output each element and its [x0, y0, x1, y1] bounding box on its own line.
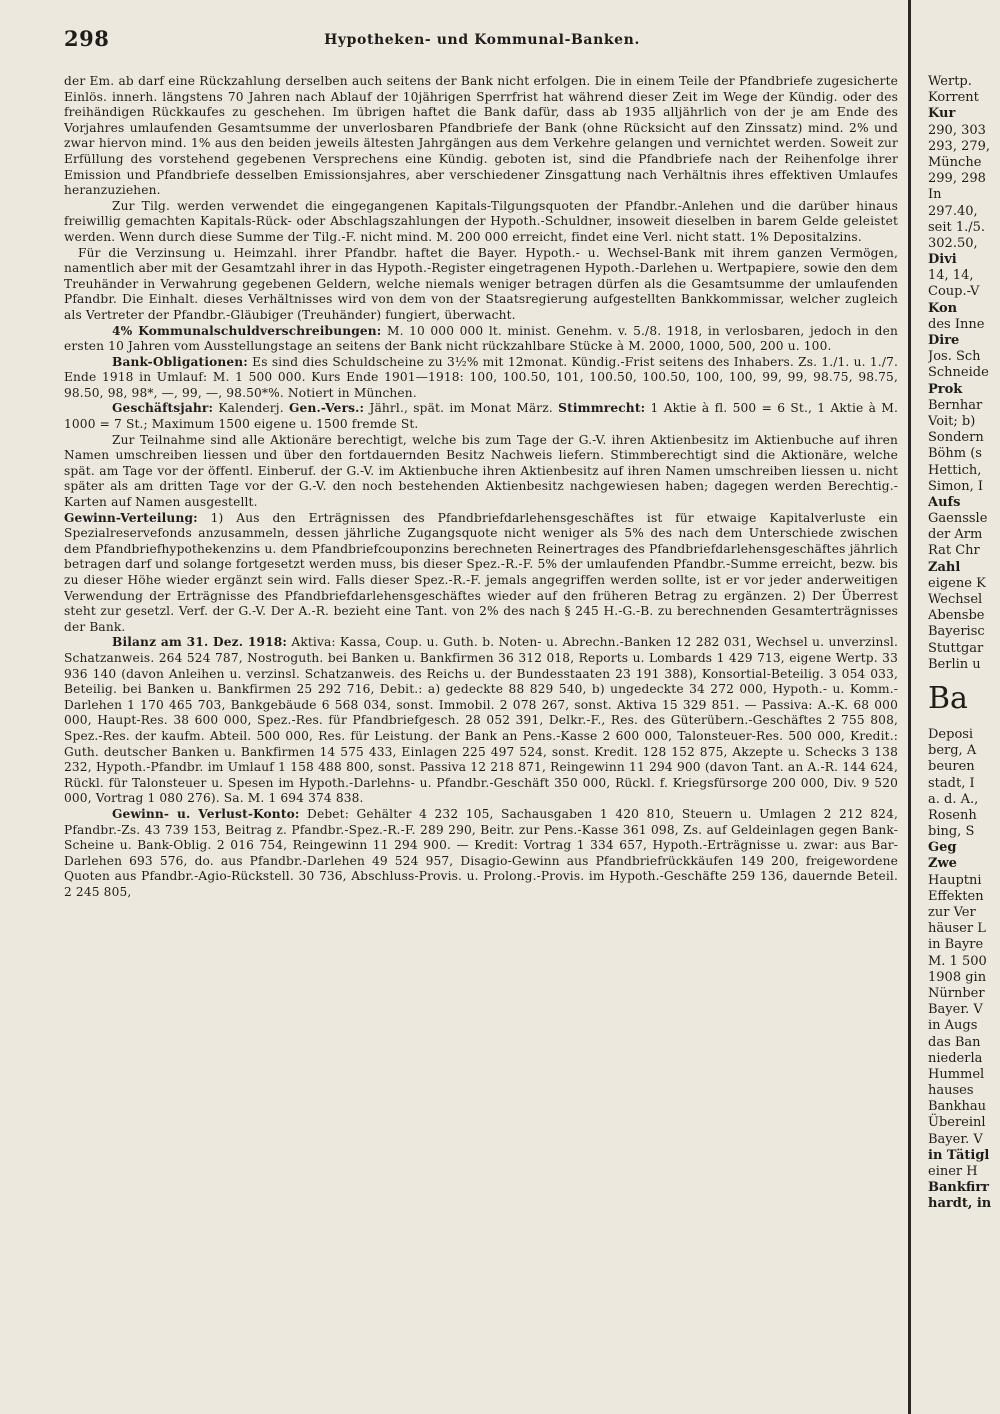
side-line: In: [928, 187, 942, 203]
side-line: Rat Chr: [928, 543, 980, 559]
side-line: seit 1./5.: [928, 219, 986, 235]
side-line: Korrent: [928, 90, 979, 106]
side-line: Bernhar: [928, 397, 983, 413]
side-line: 290, 303: [928, 122, 986, 138]
balance-sheet-text: Aktiva: Kassa, Coup. u. Guth. b. Noten- u. Abrechn.-Banken 12 282 031, Wechsel u. unverzinsl. Schatzanweis. 264 524 787, Nostroguth. bei Banken u. Bankfirmen 36 312 018, Reports u. Lombards 1 429 713, eigene Wertp. 33 936 140 (davon Anleihen u. verzinsl. Schatzanweis. des Reichs u. der Bundesstaaten 23 191 388), Konsortial-Beteilig. 3 054 033, Beteilig. bei Banken u. Bankfirmen 25 292 716, Debit.: a) gedeckte 88 829 540, b) ungedeckte 34 272 000, Hypoth.- u. Komm.-Darlehen 1 170 465 703, Bankgebäude 6 568 034, sonst. Immobil. 2 078 267, sonst. Aktiva 15 329 851. — Passiva: A.-K. 68 000 000, Haupt-Res. 38 600 000, Spez.-Res. für Pfandbriefgesch. 28 052 391, Delkr.-F., Res. des Güterübern.-Geschäftes 2 755 808, Spez.-Res. der kaufm. Abteil. 500 000, Res. für Leistung. der Bank an Pens.-Kasse 2 600 000, Talonsteuer-Res. 500 000, Kredit.: Guth. deutscher Banken u. Bankfirmen 14 575 433, Einlagen 225 497 524, sonst. Kredit. 128 152 875, Akzepte u. Schecks 3 138 232, Hypoth.-Pfandbr. im Umlauf 1 158 488 800, sonst. Passiva 12 218 871, Reingewinn 11 294 900 (davon Tant. an A.-R. 144 624, Rückl. für Talonsteuer u. Spesen im Hypoth.-Darlehns- u. Pfandbr.-Geschäft 350 000, Rückl. f. Kriegsfürsorge 200 000, Div. 9 520 000, Vortrag 1 080 276). Sa. M. 1 694 374 838.: [64, 635, 898, 806]
side-line: Zahl: [928, 559, 961, 575]
side-line: zur Ver: [928, 905, 976, 920]
side-line: des Inne: [928, 316, 985, 332]
paragraph-bank-obligations: [64, 355, 898, 402]
side-line: Wertp.: [928, 74, 972, 89]
page-header: [64, 26, 900, 62]
side-line: bing, S: [928, 824, 975, 840]
side-line: Stuttgar: [928, 640, 984, 656]
paragraph-redemption: der Em. ab darf eine Rückzahlung derselben auch seitens der Bank nicht erfolgen. Die in einem Teile der Pfandbriefe zugesicherte Einlös. innerh. längstens 70 Jahren nach Ablauf der 10jährigen Sperrfrist hat während dieser Zeit im Wege der Kündig. oder des freihändigen Rückkaufes zu geschehen. Im übrigen haftet die Bank dafür, dass ab 1935 alljährlich von der je am Ende des Vorjahres umlaufenden Gesamtsumme der unverlosbaren Pfandbriefe der Bank (ohne Rücksicht auf den Zinssatz) mind. 2% und zwar hiervon mind. 1% aus den beiden jeweils ältesten Jahrgängen aus dem Verkehre gelangen und vernichtet werden. Soweit zur Erfüllung des vorstehend gegebenen Versprechens eine Kündig. geboten ist, sind die Pfandbriefe nach der Reihenfolge ihrer Emission und Pfandbriefe desselben Emissionsjahres, aber verschiedener Zinsgattung nach Verhältnis ihres effektiven Umlaufes heranzuziehen.: [64, 74, 898, 198]
side-line: berg, A: [928, 743, 977, 759]
paragraph-participation: Zur Teilnahme sind alle Aktionäre berechtigt, welche bis zum Tage der G.-V. ihren Aktienbesitz im Aktienbuche auf ihren Namen umschreiben liessen und über den fortdauernden Besitz Nachweis liefern. Stimmberechtigt sind die Aktionäre, welche spät. am Tage vor der öffentl. Einberuf. der G.-V. im Aktienbuche ihren Aktienbesitz auf ihren Namen umschreiben liessen u. nicht später als am dritten Tage vor der G.-V. den noch bestehenden Aktienbesitz nachgewiesen haben; dagegen werden Berechtig.-Karten auf Namen ausgestellt.: [64, 432, 898, 510]
paragraph-profit-loss: [64, 807, 898, 901]
side-line: hauses: [928, 1083, 974, 1099]
side-line: in Augs: [928, 1018, 978, 1034]
side-line: das Ban: [928, 1034, 981, 1050]
voting-right-heading: Stimmrecht:: [558, 401, 646, 416]
voting-right-text: 1 Aktie à fl. 500 = 6 St., 1 Aktie à M. 1000 = 7 St.; Maximum 1500 eigene u. 1500 fremde St.: [64, 401, 898, 432]
profit-loss-text: Debet: Gehälter 4 232 105, Sachausgaben 1 420 810, Steuern u. Umlagen 2 212 824, Pfandbr.-Zs. 43 739 153, Beitrag z. Pfandbr.-Spez.-R.-F. 289 290, Beitr. zur Pens.-Kasse 361 098, Zs. auf Geldeinlagen gegen Bank-Scheine u. Bank-Oblig. 2 016 754, Reingewinn 11 294 900. — Kredit: Vortrag 1 334 657, Hypoth.-Erträgnisse u. zwar: aus Bar-Darlehen 693 576, do. aus Pfandbr.-Darlehen 49 524 957, Disagio-Gewinn aus Pfandbriefrückkäufen 149 200, freigewordene Quoten aus Pfandbr.-Agio-Rückstell. 30 736, Abschluss-Provis. u. Prolong.-Provis. im Hypoth.-Geschäfte 259 136, dauernde Beteil. 2 245 805,: [64, 806, 898, 899]
side-line: 14, 14,: [928, 268, 974, 284]
side-line: hardt, in: [928, 1196, 992, 1212]
side-line: Bankhau: [928, 1099, 987, 1115]
communal-bonds-heading: 4% Kommunalschuldverschreibungen:: [112, 323, 382, 338]
side-line: Übereinl: [928, 1115, 986, 1131]
side-line: in Tätigl: [928, 1147, 990, 1163]
communal-bonds-text: M. 10 000 000 lt. minist. Genehm. v. 5./8. 1918, in verlosbaren, jedoch in den ersten 10 Jahren vom Ausstellungstage an seitens der Bank nicht rückzahlbare Stücke à M. 2000, 1000, 500, 200 u. 100.: [64, 323, 898, 354]
profit-loss-heading: Gewinn- u. Verlust-Konto:: [112, 806, 300, 821]
side-line: Wechsel: [928, 592, 983, 607]
side-line: in Bayre: [928, 937, 984, 953]
profit-distribution-text: 1) Aus den Erträgnissen des Pfandbriefdarlehensgeschäftes ist für etwaige Kapitalverluste ein Spezialreservefonds anzusammeln, dessen jährliche Zugangsquote nicht weniger als 5% des nach dem Unterschiede zwischen dem Pfandbriefhypothekenzins u. dem Pfandbriefcouponzins berechneten Reinertrages des Pfandbriefdarlehensgeschäftes jährlich betragen darf und solange fortgesetzt werden muss, bis dieser Spez.-R.-F. 5% der umlaufenden Pfandbr.-Summe erreicht, bezw. bis zu dieser Höhe wieder ergänzt sein wird. Falls dieser Spez.-R.-F. jemals angegriffen werden sollte, ist er vor jeder anderweitigen Verwendung der Erträgnisse des Pfandbriefdarlehensgeschäftes wieder auf den früheren Betrag zu ergänzen. 2) Der Überrest steht zur gesetzl. Verf. der G.-V. Der A.-R. bezieht eine Tant. von 2% des nach § 245 H.-G.-B. zu berechnenden Gesamterträgnisses der Bank.: [64, 510, 898, 634]
side-line: Deposi: [928, 726, 974, 742]
side-line: Schneide: [928, 365, 989, 381]
general-meeting-heading: Gen.-Vers.:: [289, 401, 365, 416]
side-line: Rosenh: [928, 807, 977, 823]
business-year-text: Kalenderj.: [213, 401, 289, 416]
side-line: Hauptni: [928, 872, 982, 888]
paragraph-communal-bonds: [64, 324, 898, 355]
side-heading: Ba: [928, 680, 968, 716]
side-line: Effekten: [928, 888, 984, 904]
side-line: Simon, I: [928, 478, 983, 494]
side-line: Hummel: [928, 1066, 985, 1082]
side-lines-bottom: [928, 727, 1000, 1213]
bank-obligations-heading: Bank-Obligationen:: [112, 354, 248, 369]
paragraph-sinking-fund: Zur Tilg. werden verwendet die eingegangenen Kapitals-Tilgungsquoten der Pfandbr.-Anlehen und die darüber hinaus freiwillig gemachten Kapitals-Rück- oder Abschlagszahlungen der Hypoth.-Schuldner, insoweit dieselben in barem Gelde geleistet werden. Wenn durch diese Summe der Tilg.-F. nicht mind. M. 200 000 erreicht, findet eine Verl. nicht statt. 1% Depositalzins.: [64, 198, 898, 244]
profit-distribution-heading: Gewinn-Verteilung:: [64, 510, 198, 525]
side-line: 299, 298: [928, 171, 986, 187]
side-line: a. d. A.,: [928, 791, 979, 807]
side-line: Hettich,: [928, 462, 982, 478]
side-line: Kur: [928, 106, 956, 122]
side-line: Böhm (s: [928, 446, 982, 462]
paragraph-balance-sheet: [64, 635, 898, 807]
side-column: [928, 74, 1000, 1404]
side-line: Voit; b): [928, 413, 976, 429]
bank-obligations-text: Es sind dies Schuldscheine zu 3½% mit 12monat. Kündig.-Frist seitens des Inhabers. Zs. 1./1. u. 1./7. Ende 1918 in Umlauf: M. 1 500 000. Kurs Ende 1901—1918: 100, 100.50, 101, 100.50, 100.50, 100, 100, 99, 99, 98.75, 98.75, 98.50, 98, 98*, —, 99, —, 98.50*%. Notiert in München.: [64, 354, 898, 400]
side-line: 1908 gin: [928, 969, 987, 985]
page-number: 298: [64, 26, 110, 51]
side-line: 302.50,: [928, 235, 978, 251]
side-line: Berlin u: [928, 656, 981, 672]
side-line: einer H: [928, 1164, 978, 1179]
balance-sheet-heading: Bilanz am 31. Dez. 1918:: [112, 635, 288, 650]
side-line: beuren: [928, 759, 975, 775]
paragraph-profit-distribution: [64, 511, 898, 636]
side-line: Münche: [928, 154, 982, 170]
side-line: niederla: [928, 1050, 983, 1066]
side-line: Bayerisc: [928, 624, 985, 640]
side-line: Geg: [928, 840, 957, 856]
running-title: Hypotheken- und Kommunal-Banken.: [324, 32, 640, 48]
side-line: eigene K: [928, 575, 986, 591]
side-line: Bayer. V: [928, 1002, 983, 1018]
main-column: [64, 74, 898, 1404]
side-line: 293, 279,: [928, 138, 991, 154]
side-line: Coup.-V: [928, 284, 980, 300]
side-lines-top: [928, 74, 1000, 673]
side-line: Prok: [928, 381, 963, 397]
side-line: Jos. Sch: [928, 349, 981, 365]
side-line: häuser L: [928, 921, 986, 937]
side-line: M. 1 500: [928, 953, 987, 969]
side-line: Abensbe: [928, 608, 985, 624]
side-line: Bayer. V: [928, 1131, 983, 1147]
side-line: Nürnber: [928, 985, 985, 1001]
general-meeting-text: Jährl., spät. im Monat März.: [364, 401, 559, 416]
side-line: der Arm: [928, 527, 983, 543]
side-line: stadt, I: [928, 775, 975, 791]
column-divider: [908, 0, 911, 1414]
paragraph-business-year: [64, 401, 898, 432]
side-line: Gaenssle: [928, 511, 988, 527]
side-line: 297.40,: [928, 203, 978, 219]
side-line: Bankfirr: [928, 1180, 990, 1196]
side-line: Zwe: [928, 856, 957, 872]
side-line: Sondern: [928, 430, 984, 446]
side-line: Aufs: [928, 494, 961, 510]
side-line: Kon: [928, 300, 958, 316]
business-year-heading: Geschäftsjahr:: [112, 401, 214, 416]
paragraph-liability: Für die Verzinsung u. Heimzahl. ihrer Pfandbr. haftet die Bayer. Hypoth.- u. Wechsel-Bank mit ihrem ganzen Vermögen, namentlich aber mit der Gesamtzahl ihrer in das Hypoth.-Register eingetragenen Hypoth.-Darlehen u. Wertpapiere, sowie den dem Treuhänder in Verwahrung gegebenen Geldern, welche niemals weniger betragen dürfen als die Gesamtsumme der umlaufenden Pfandbr. Die Einhalt. dieses Verhältnisses wird von dem von der Staatsregierung aufgestellten Bankkommissar, welcher zugleich als Vertreter der Pfandbr.-Gläubiger (Treuhänder) fungiert, überwacht.: [64, 245, 898, 322]
side-line: Divi: [928, 252, 957, 268]
side-line: Dire: [928, 333, 960, 348]
